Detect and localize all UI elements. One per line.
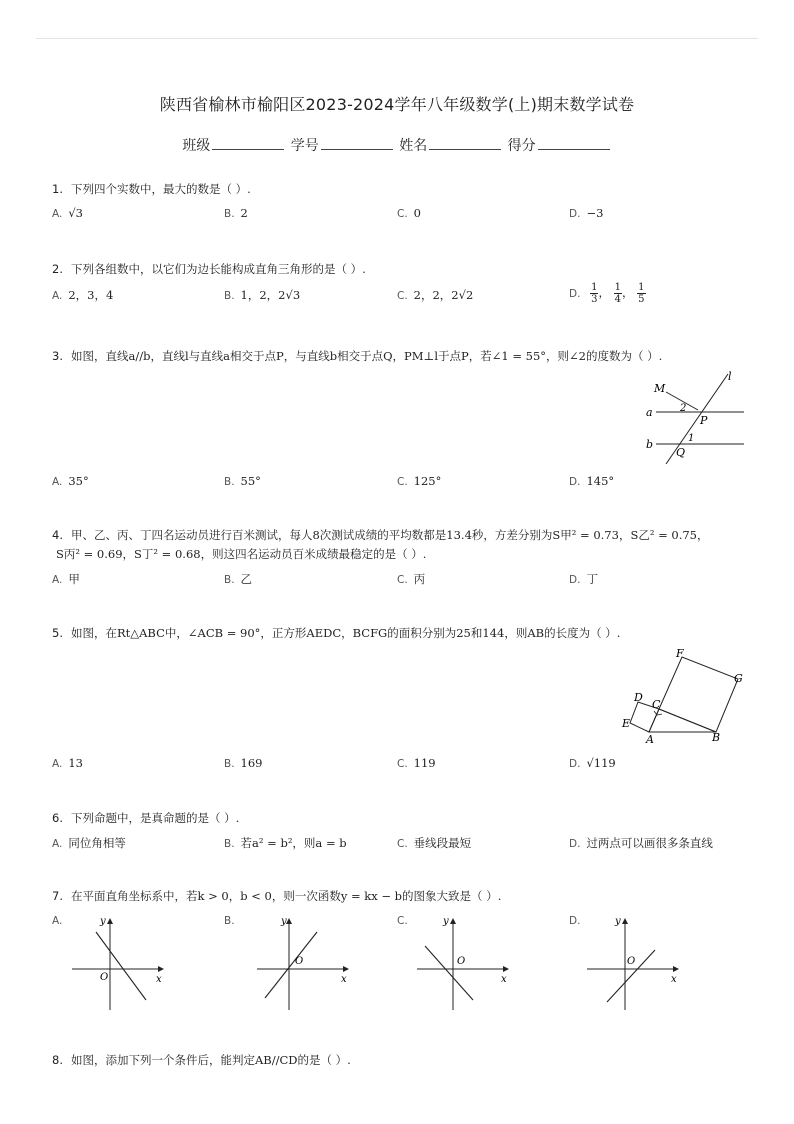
q5-option-b[interactable]: B. 169: [224, 756, 263, 770]
q2-option-c[interactable]: C. 2，2，2√2: [397, 288, 474, 302]
q6-option-b[interactable]: B. 若a² = b²，则a = b: [224, 836, 347, 850]
q1-option-a[interactable]: A. √3: [52, 206, 83, 220]
q7-graph-b[interactable]: [255, 914, 355, 1014]
square-bcfg: [659, 657, 738, 732]
q7-graph-a[interactable]: [70, 914, 170, 1014]
info-score-blank[interactable]: [538, 137, 610, 150]
q7-option-c[interactable]: C.: [397, 915, 408, 927]
label-e: E: [622, 717, 631, 730]
q1-option-b[interactable]: B. 2: [224, 206, 248, 220]
svg-text:y: y: [100, 916, 106, 927]
question-4-stem-line2: S丙² = 0.69，S丁² = 0.68，则这四名运动员百米成绩最稳定的是（ ）.: [56, 547, 427, 561]
info-name-blank[interactable]: [429, 137, 501, 150]
q6-option-c[interactable]: C. 垂线段最短: [397, 836, 472, 850]
label-b: b: [646, 438, 654, 451]
svg-text:y: y: [615, 916, 621, 927]
question-5-stem: 5. 如图，在Rt△ABC中，∠ACB = 90°，正方形AEDC，BCFG的面积分别为25和144，则AB的长度为（ ）.: [52, 626, 621, 640]
q4-option-c[interactable]: C. 丙: [397, 572, 426, 586]
q5-option-c[interactable]: C. 119: [397, 756, 436, 770]
q4-option-a[interactable]: A. 甲: [52, 572, 80, 586]
svg-text:O: O: [100, 972, 109, 983]
label-d: D: [634, 691, 643, 704]
q3-option-b[interactable]: B. 55°: [224, 474, 261, 488]
q5-option-a[interactable]: A. 13: [52, 756, 83, 770]
q6-option-a[interactable]: A. 同位角相等: [52, 836, 126, 850]
question-4-stem: 4. 甲、乙、丙、丁四名运动员进行百米测试，每人8次测试成绩的平均数都是13.4秒，方差分别为S甲² = 0.73，S乙² = 0.75，: [52, 528, 709, 542]
question-1-stem: 1. 下列四个实数中，最大的数是（ ）.: [52, 182, 251, 196]
svg-text:y: y: [281, 916, 287, 927]
graph-line-b: [265, 932, 317, 998]
info-name-label: 姓名: [399, 138, 428, 154]
label-p: P: [700, 414, 708, 427]
q6-option-d[interactable]: D. 过两点可以画很多条直线: [569, 836, 713, 850]
label-a: a: [646, 406, 653, 419]
svg-text:O: O: [457, 956, 466, 967]
page-title: 陕西省榆林市榆阳区2023-2024学年八年级数学(上)期末数学试卷: [159, 95, 635, 114]
student-info-line: [0, 135, 794, 155]
label-l: l: [728, 370, 732, 383]
svg-text:x: x: [341, 974, 347, 985]
q7-graph-c[interactable]: [415, 914, 515, 1014]
q2-option-a[interactable]: A. 2，3，4: [52, 288, 114, 302]
figure-q3-parallel-lines: [640, 368, 750, 468]
label-angle-2: 2: [680, 403, 687, 414]
q1-option-c[interactable]: C. 0: [397, 206, 421, 220]
question-7-stem: 7. 在平面直角坐标系中，若k > 0，b < 0，则一次函数y = kx − b的图象大致是（ ）.: [52, 889, 502, 903]
header-rule: [36, 38, 758, 39]
info-class-blank[interactable]: [212, 137, 284, 150]
svg-text:O: O: [295, 956, 304, 967]
label-angle-1: 1: [688, 433, 695, 444]
info-id-blank[interactable]: [321, 137, 393, 150]
q2-option-b[interactable]: B. 1，2，2√3: [224, 288, 301, 302]
fraction-one-fifth: $\frac{1}{5}$: [638, 282, 645, 305]
svg-text:x: x: [671, 974, 677, 985]
q4-option-b[interactable]: B. 乙: [224, 572, 253, 586]
q5-option-d[interactable]: D. √119: [569, 756, 616, 770]
q7-option-d[interactable]: D.: [569, 915, 581, 927]
fraction-one-fourth: $\frac{1}{4}$: [614, 282, 621, 305]
label-f: F: [676, 647, 684, 660]
svg-text:x: x: [156, 974, 162, 985]
graph-line-c: [425, 946, 473, 1000]
label-m: M: [654, 382, 666, 395]
info-score-label: 得分: [507, 138, 536, 154]
question-3-stem: 3. 如图，直线a//b，直线l与直线a相交于点P，与直线b相交于点Q，PM⊥l于点P，若∠1 = 55°，则∠2的度数为（ ）.: [52, 349, 663, 363]
svg-text:O: O: [627, 956, 636, 967]
q7-option-a[interactable]: A.: [52, 915, 63, 927]
q1-option-d[interactable]: D. −3: [569, 206, 604, 220]
q3-option-c[interactable]: C. 125°: [397, 474, 442, 488]
graph-line-a: [96, 932, 146, 1000]
info-id-label: 学号: [290, 138, 319, 154]
q4-option-d[interactable]: D. 丁: [569, 572, 598, 586]
label-q: Q: [676, 446, 686, 459]
question-6-stem: 6. 下列命题中，是真命题的是（ ）.: [52, 811, 240, 825]
label-b: B: [712, 731, 721, 744]
triangle-abc: [649, 709, 716, 732]
q3-option-a[interactable]: A. 35°: [52, 474, 89, 488]
svg-text:x: x: [501, 974, 507, 985]
info-class-label: 班级: [182, 138, 211, 154]
question-8-stem: 8. 如图，添加下列一个条件后，能判定AB//CD的是（ ）.: [52, 1053, 351, 1067]
svg-text:y: y: [443, 916, 449, 927]
q2-option-d[interactable]: D. $\frac{1}{3}$ ， $\frac{1}{4}$ ， $\frac{1}{5}$: [569, 282, 645, 305]
question-2-stem: 2. 下列各组数中，以它们为边长能构成直角三角形的是（ ）.: [52, 262, 366, 276]
label-a: A: [646, 733, 654, 745]
q7-graph-d[interactable]: [585, 914, 685, 1014]
label-c: C: [652, 698, 661, 711]
fraction-one-third: $\frac{1}{3}$: [591, 282, 598, 305]
label-g: G: [734, 672, 743, 685]
figure-q5-squares-triangle: [616, 645, 746, 745]
q7-option-b[interactable]: B.: [224, 915, 235, 927]
q3-option-d[interactable]: D. 145°: [569, 474, 615, 488]
